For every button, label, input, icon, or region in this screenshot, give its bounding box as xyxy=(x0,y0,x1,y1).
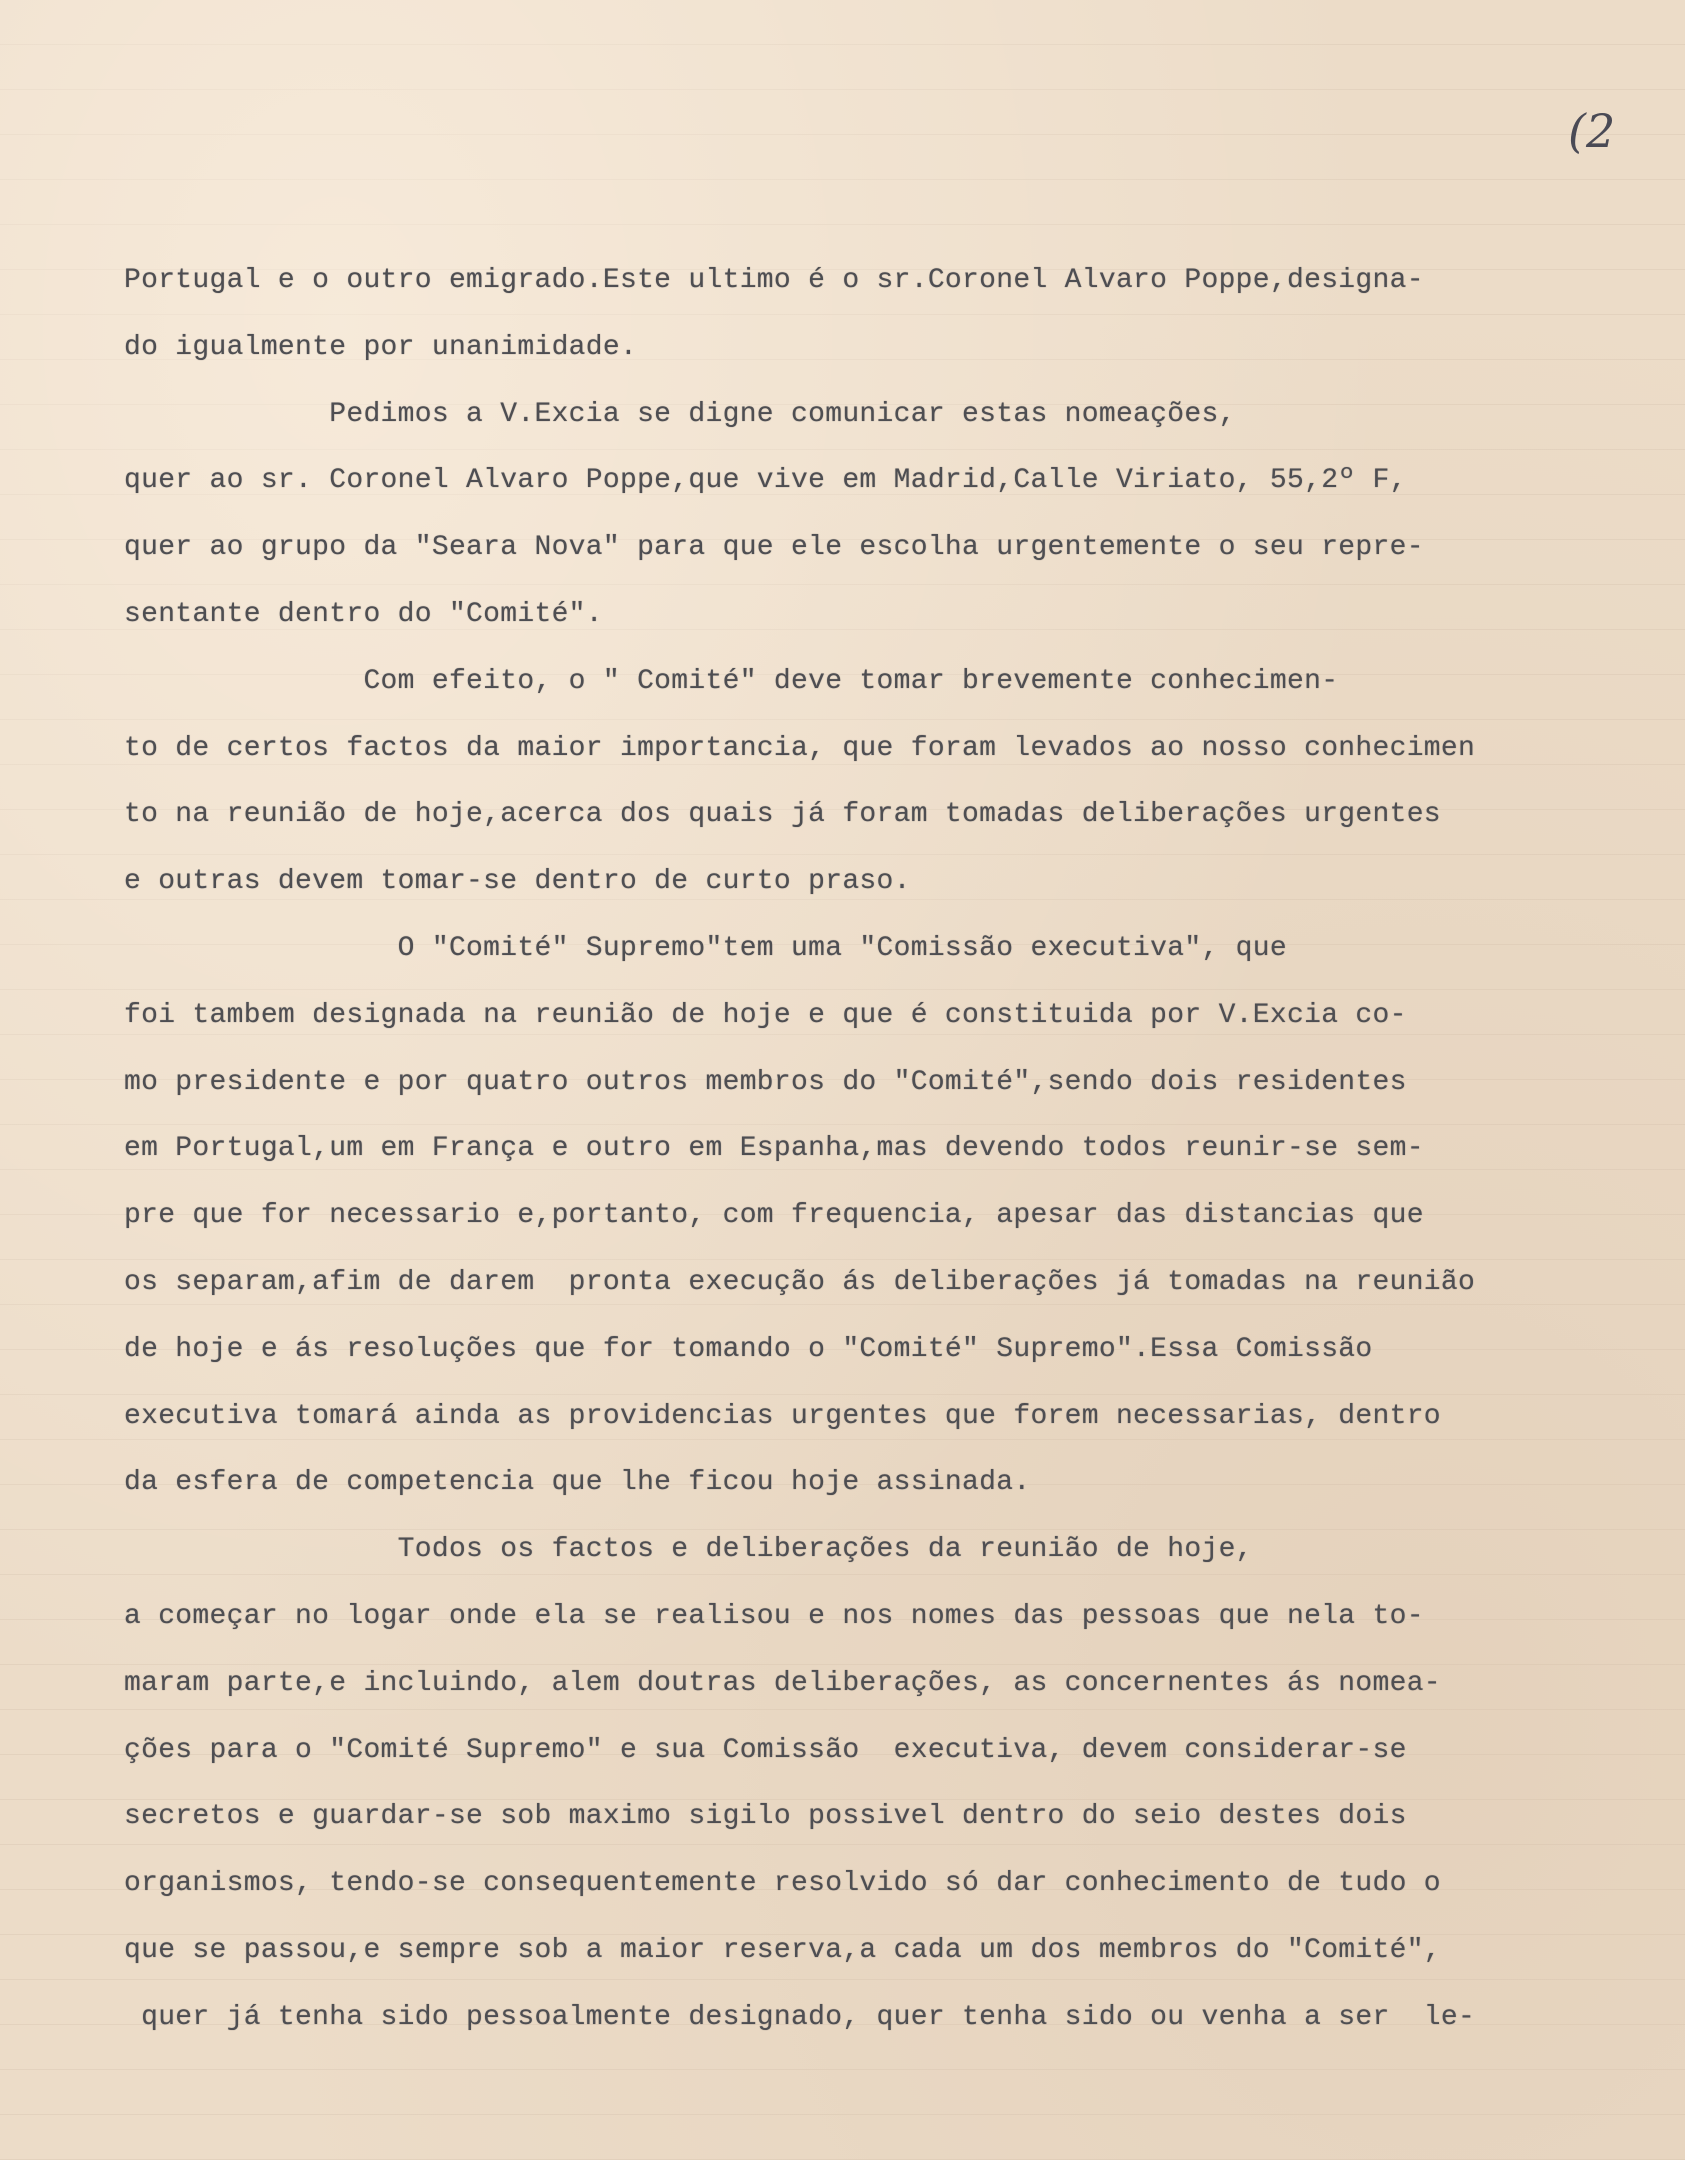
text-line: Pedimos a V.Excia se digne comunicar estas nomeações, xyxy=(124,398,1236,430)
text-line: da esfera de competencia que lhe ficou hoje assinada. xyxy=(124,1467,1031,1499)
text-line: quer ao sr. Coronel Alvaro Poppe,que vive em Madrid,Calle Viriato, 55,2º F, xyxy=(124,465,1407,497)
text-line: organismos, tendo-se consequentemente resolvido só dar conhecimento de tudo o xyxy=(124,1868,1441,1900)
text-line: que se passou,e sempre sob a maior reserva,a cada um dos membros do "Comité", xyxy=(124,1934,1441,1966)
text-line: to de certos factos da maior importancia, que foram levados ao nosso conhecimen xyxy=(124,732,1476,764)
text-line: to na reunião de hoje,acerca dos quais já foram tomadas deliberações urgentes xyxy=(124,799,1441,831)
text-line: os separam,afim de darem pronta execução ás deliberações já tomadas na reunião xyxy=(124,1266,1476,1298)
text-line: a começar no logar onde ela se realisou e nos nomes das pessoas que nela to- xyxy=(124,1600,1424,1632)
text-line: quer já tenha sido pessoalmente designado, quer tenha sido ou venha a ser le- xyxy=(124,2001,1476,2033)
text-line: mo presidente e por quatro outros membros do "Comité",sendo dois residentes xyxy=(124,1066,1407,1098)
text-line: ções para o "Comité Supremo" e sua Comissão executiva, devem considerar-se xyxy=(124,1734,1407,1766)
text-line: O "Comité" Supremo"tem uma "Comissão executiva", que xyxy=(124,932,1287,964)
text-line: executiva tomará ainda as providencias urgentes que forem necessarias, dentro xyxy=(124,1400,1441,1432)
text-line: do igualmente por unanimidade. xyxy=(124,331,638,363)
page-number: (2 xyxy=(1568,104,1616,158)
text-line: foi tambem designada na reunião de hoje e que é constituida por V.Excia co- xyxy=(124,999,1407,1031)
text-line: em Portugal,um em França e outro em Espanha,mas devendo todos reunir-se sem- xyxy=(124,1133,1424,1165)
text-line: maram parte,e incluindo, alem doutras deliberações, as concernentes ás nomea- xyxy=(124,1667,1441,1699)
text-line: pre que for necessario e,portanto, com frequencia, apesar das distancias que xyxy=(124,1200,1424,1232)
text-line: e outras devem tomar-se dentro de curto praso. xyxy=(124,866,911,898)
text-line: quer ao grupo da "Seara Nova" para que ele escolha urgentemente o seu repre- xyxy=(124,532,1424,564)
typed-body-text xyxy=(124,266,1684,2070)
text-line: sentante dentro do "Comité". xyxy=(124,598,603,630)
text-line: de hoje e ás resoluções que for tomando o "Comité" Supremo".Essa Comissão xyxy=(124,1333,1373,1365)
text-line: Com efeito, o " Comité" deve tomar brevemente conhecimen- xyxy=(124,665,1339,697)
text-line: secretos e guardar-se sob maximo sigilo possivel dentro do seio destes dois xyxy=(124,1801,1407,1833)
text-line: Portugal e o outro emigrado.Este ultimo é o sr.Coronel Alvaro Poppe,designa- xyxy=(124,265,1424,296)
text-line: Todos os factos e deliberações da reunião de hoje, xyxy=(124,1534,1253,1566)
